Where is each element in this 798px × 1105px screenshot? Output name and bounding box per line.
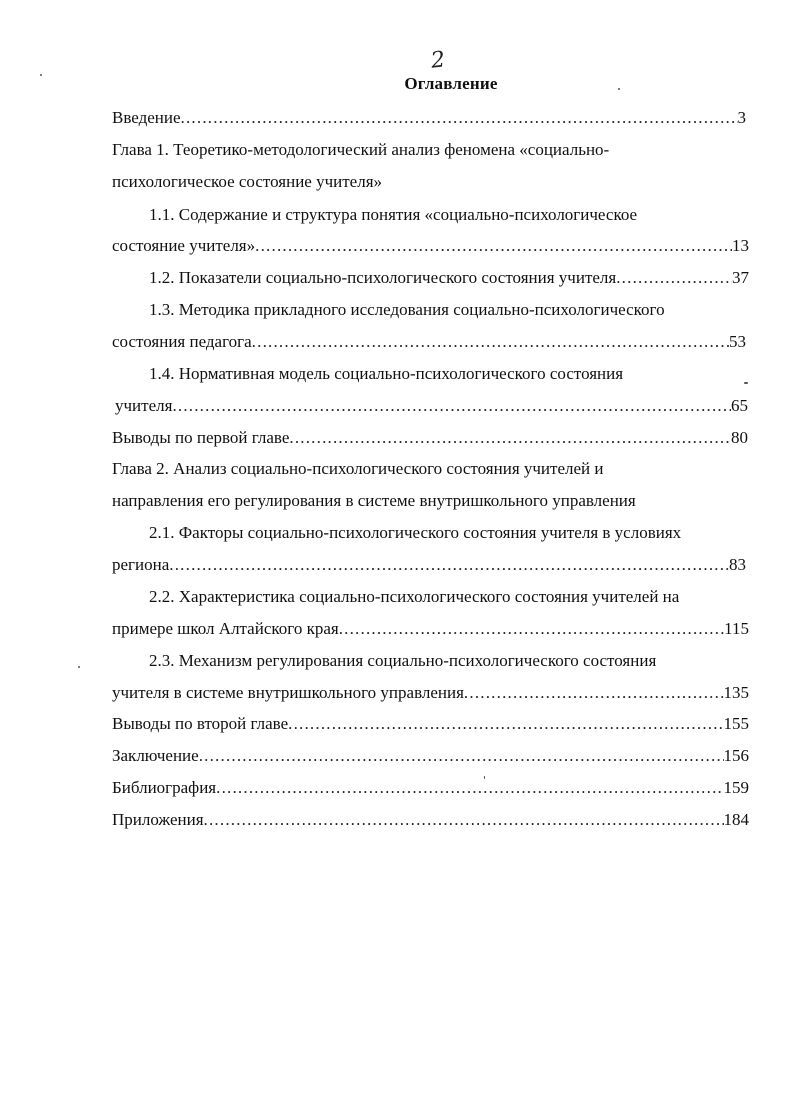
- dot-leader: [169, 551, 729, 579]
- dot-leader: [216, 774, 723, 802]
- page-title: Оглавление: [404, 74, 498, 93]
- toc-entry-text: примере школ Алтайского края: [112, 619, 339, 638]
- toc-section-1-3-line-1: 1.3. Методика прикладного исследования социально-психологического: [149, 300, 665, 319]
- dot-leader: [464, 679, 724, 707]
- scan-speck: [78, 666, 80, 668]
- toc-entry-text: состояния педагога: [112, 332, 252, 351]
- toc-entry-text: состояние учителя»: [112, 236, 256, 255]
- toc-page-number: 135: [723, 683, 749, 702]
- toc-entry-text: учителя: [115, 396, 173, 415]
- toc-section-2-2-line-1: 2.2. Характеристика социально-психологического состояния учителей на: [149, 587, 680, 606]
- toc-page-number: 115: [724, 619, 749, 638]
- toc-page-number: 13: [732, 236, 749, 255]
- dot-leader: [255, 232, 732, 260]
- toc-page-number: 80: [731, 428, 748, 447]
- page-number-handwritten: 2: [429, 47, 447, 74]
- toc-page-number: 83: [729, 555, 746, 574]
- toc-section-2-1-line-1: 2.1. Факторы социально-психологического состояния учителя в условиях: [149, 523, 682, 542]
- toc-entry-bibliography: [112, 774, 749, 802]
- toc-chapter-2-line-2: направления его регулирования в системе внутришкольного управления: [112, 491, 636, 510]
- toc-section-1-4-line-1: 1.4. Нормативная модель социально-психологического состояния: [149, 364, 624, 383]
- toc-page-number: 156: [723, 746, 749, 765]
- scan-speck: [744, 382, 748, 384]
- toc-entry-text: Выводы по второй главе: [112, 714, 289, 733]
- toc-page-number: 184: [723, 810, 749, 829]
- toc-entry-1-1: [112, 232, 749, 260]
- toc-page-number: 3: [737, 108, 746, 127]
- scan-speck: [484, 776, 485, 779]
- toc-entry-1-2: [149, 264, 749, 292]
- toc-entry-conclusion: [112, 742, 749, 770]
- toc-page-number: 53: [729, 332, 746, 351]
- toc-entry-intro: [112, 104, 746, 132]
- toc-entry-2-2: [112, 615, 749, 643]
- toc-section-2-3-line-1: 2.3. Механизм регулирования социально-психологического состояния: [149, 651, 657, 670]
- toc-chapter-1-line-2: психологическое состояние учителя»: [112, 172, 383, 191]
- scan-speck: [618, 88, 620, 90]
- toc-chapter-2-line-1: Глава 2. Анализ социально-психологического состояния учителей и: [112, 459, 604, 478]
- toc-entry-text: Приложения: [112, 810, 204, 829]
- dot-leader: [288, 710, 723, 738]
- toc-entry-text: Введение: [112, 108, 181, 127]
- toc-entry-text: учителя в системе внутришкольного управления: [112, 683, 464, 702]
- toc-section-1-1-line-1: 1.1. Содержание и структура понятия «социально-психологическое: [149, 205, 638, 224]
- scan-speck: [40, 74, 42, 76]
- dot-leader: [339, 615, 724, 643]
- toc-entry-text: Выводы по первой главе: [112, 428, 290, 447]
- toc-entry-text: Библиография: [112, 778, 217, 797]
- toc-entry-text: Заключение: [112, 746, 199, 765]
- toc-entry-2-1: [112, 551, 746, 579]
- toc-page-number: 65: [731, 396, 748, 415]
- toc-entry-1-4: [115, 392, 748, 420]
- toc-page-number: 155: [723, 714, 749, 733]
- dot-leader: [172, 392, 731, 420]
- toc-page-number: 159: [723, 778, 749, 797]
- toc-entry-text: региона: [112, 555, 170, 574]
- toc-entry-2-3: [112, 679, 749, 707]
- dot-leader: [252, 328, 729, 356]
- dot-leader: [181, 104, 738, 132]
- toc-entry-1-3: [112, 328, 746, 356]
- dot-leader: [289, 424, 731, 452]
- toc-page-number: 37: [732, 268, 749, 287]
- dot-leader: [616, 264, 732, 292]
- toc-entry-conclusions-2: [112, 710, 749, 738]
- dot-leader: [204, 806, 724, 834]
- toc-entry-appendix: [112, 806, 749, 834]
- toc-chapter-1-line-1: Глава 1. Теоретико-методологический анализ феномена «социально-: [112, 140, 610, 159]
- dot-leader: [199, 742, 724, 770]
- toc-entry-text: 1.2. Показатели социально-психологического состояния учителя: [149, 268, 617, 287]
- toc-entry-conclusions-1: [112, 424, 748, 452]
